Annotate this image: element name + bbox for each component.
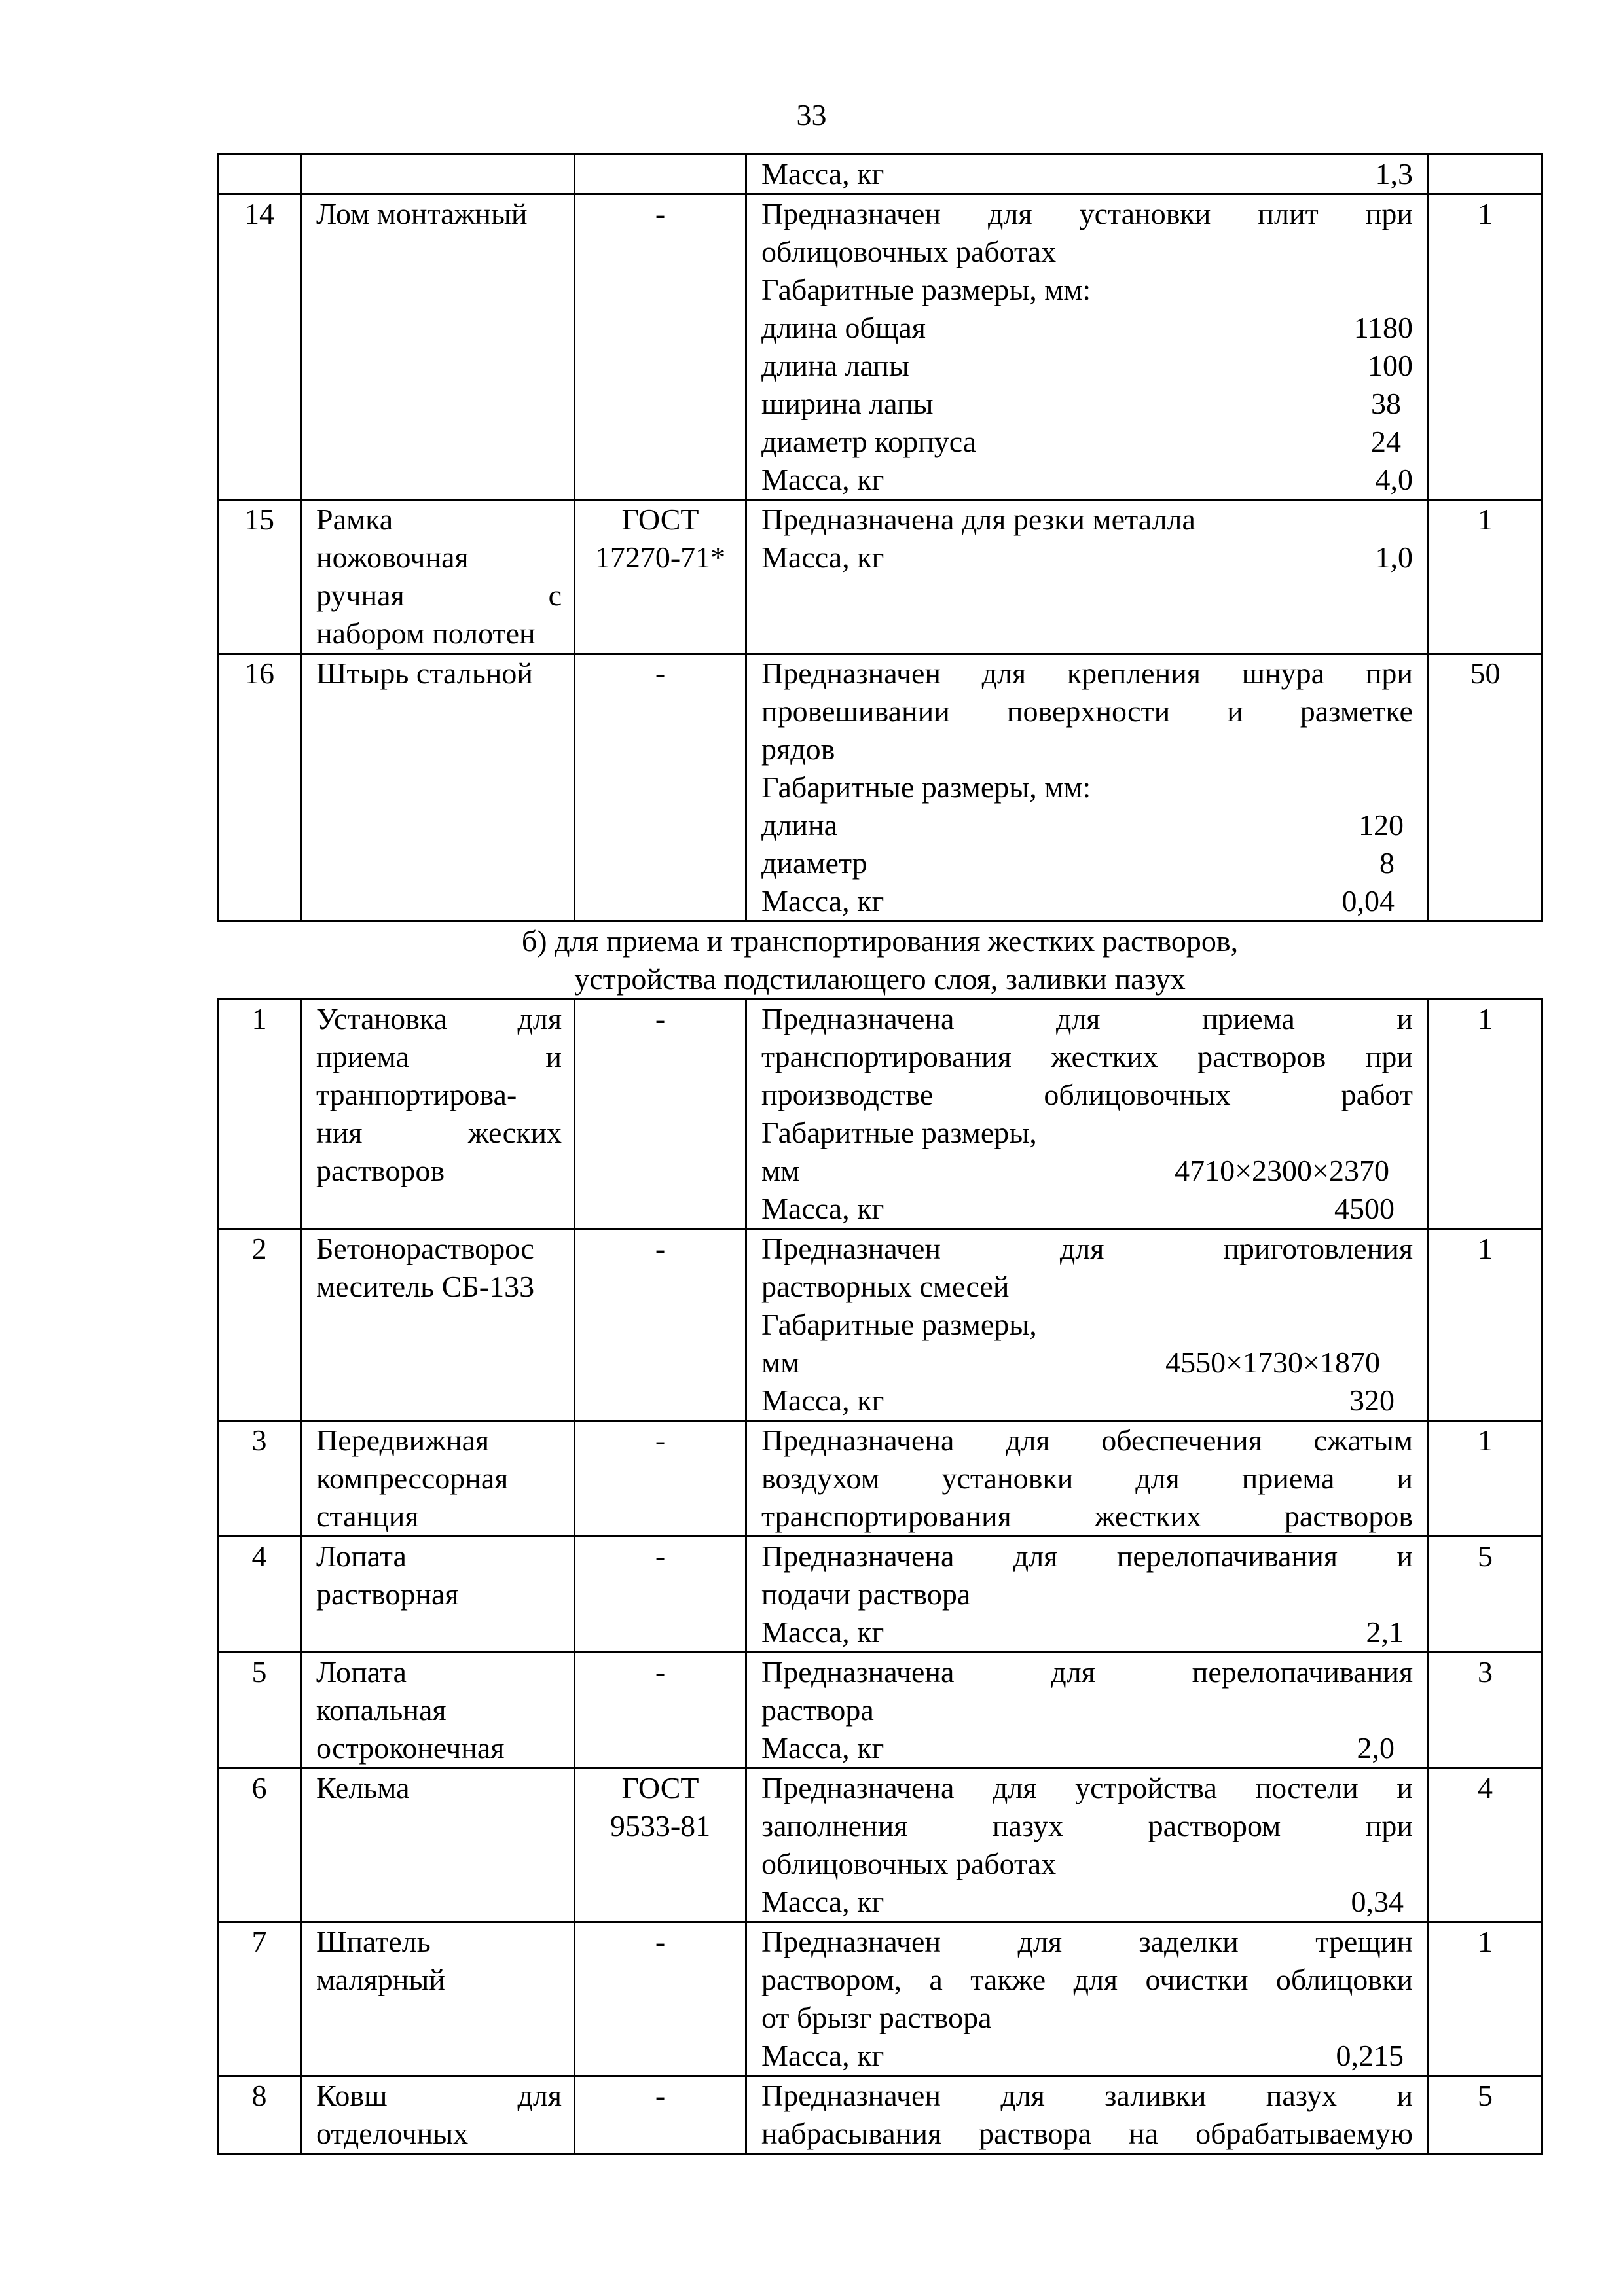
standard-line: - [655,656,666,690]
row-number: 7 [218,1922,301,2076]
description-word: приема [1241,1462,1335,1495]
description-cell [746,999,1429,1229]
spec-row [761,1613,1413,1651]
quantity-cell: 1 [1429,1922,1542,2076]
spec-label: длина [761,808,838,842]
description-word: воздухом [761,1462,880,1495]
standard-cell [575,154,746,194]
item-name-line: ножовочная [316,541,469,574]
description-cell [746,194,1429,500]
standard-line: ГОСТ [621,503,699,536]
quantity-cell: 50 [1429,654,1542,922]
description-word: трещин [1315,1925,1413,1958]
description-line [761,1769,1413,1807]
spec-row [761,806,1413,844]
description-cell [746,500,1429,654]
description-word: для [1017,1925,1062,1958]
item-name-line [316,1038,562,1076]
description-word: обрабатываемую [1195,2117,1413,2150]
table-row [218,1421,1542,1537]
description-word: Предназначен [761,656,941,690]
standard-line: 9533-81 [610,1809,711,1842]
description-line [761,1961,1413,1999]
item-name-line: Передвижная [316,1424,490,1457]
description-word: и [1396,1462,1413,1495]
spec-row [761,1729,1413,1767]
standard-line: - [655,1655,666,1689]
description-line [761,1230,1413,1268]
description-word: очистки [1145,1963,1249,1996]
item-name-word: с [548,579,562,612]
description-word: перелопачивания [1116,1539,1338,1573]
spec-row [761,423,1413,461]
quantity-cell [1429,154,1542,194]
description-cell [746,654,1429,922]
description-line [761,655,1413,692]
description-line [761,692,1413,730]
row-number: 16 [218,654,301,922]
standard-line: - [655,2079,666,2112]
spec-row [761,155,1413,193]
spec-value: 2,0 [1357,1731,1395,1765]
description-cell [746,1768,1429,1922]
description-word: заделки [1139,1925,1239,1958]
description-word: жестких [1051,1040,1158,1073]
spec-row [761,309,1413,347]
spec-label: Масса, кг [761,1885,884,1918]
row-number: 8 [218,2076,301,2154]
description-word: для [1135,1462,1180,1495]
description-line [761,2077,1413,2115]
standard-line: ГОСТ [621,1771,699,1804]
description-word: пазух [992,1809,1064,1842]
description-word: перелопачивания [1192,1655,1413,1689]
description-word: Предназначен [761,2079,941,2112]
standard-line: - [655,197,666,230]
item-name-line: Кельма [316,1771,410,1804]
description-word: разметке [1300,694,1413,728]
description-line [761,1422,1413,1460]
quantity-cell: 1 [1429,999,1542,1229]
description-word: на [1129,2117,1159,2150]
item-name-cell [301,154,575,194]
description-word: обеспечения [1101,1424,1262,1457]
standard-line: - [655,1002,666,1035]
description-line: Предназначена для резки металла [761,503,1195,536]
spec-value: 320 [1349,1384,1395,1417]
item-name-line: компрессорная [316,1462,509,1495]
description-cell [746,154,1429,194]
description-line [761,1537,1413,1575]
description-word: транспортирования [761,1040,1012,1073]
spec-value: 0,215 [1336,2039,1404,2072]
spec-value: 1,3 [1375,157,1413,190]
spec-label: Масса, кг [761,463,884,496]
description-cell [746,1229,1429,1421]
spec-row [761,882,1413,920]
description-word: работ [1341,1078,1413,1111]
spec-label: Масса, кг [761,1615,884,1649]
description-word: раствора [979,2117,1091,2150]
spec-row [761,1190,1413,1228]
description-cell [746,1922,1429,2076]
row-number: 5 [218,1653,301,1768]
description-word: приготовления [1223,1232,1413,1265]
description-word: Предназначен [761,1925,941,1958]
item-name-line: меситель СБ-133 [316,1270,535,1303]
description-line: от брызг раствора [761,2001,992,2034]
spec-value: 24 [1371,425,1401,458]
description-cell [746,1653,1429,1768]
item-name-cell [301,1922,575,2076]
description-line: Габаритные размеры, [761,1308,1037,1341]
item-name-cell [301,1653,575,1768]
description-word: и [1396,2079,1413,2112]
item-name-word: Установка [316,1002,447,1035]
spec-label: мм [761,1154,800,1187]
standard-cell [575,1922,746,2076]
spec-row [761,347,1413,385]
description-cell [746,2076,1429,2154]
item-name-cell [301,999,575,1229]
section-heading [218,922,1542,999]
item-name-cell [301,1229,575,1421]
description-word: Предназначен [761,1232,941,1265]
item-name-word: для [517,2079,562,2112]
standard-cell [575,1229,746,1421]
item-name-cell [301,194,575,500]
item-name-cell [301,1421,575,1537]
row-number: 6 [218,1768,301,1922]
table-row [218,999,1542,1229]
description-word: Предназначена [761,1424,955,1457]
spec-value: 0,34 [1351,1885,1404,1918]
description-word: при [1365,656,1413,690]
standard-cell [575,1768,746,1922]
spec-label: Масса, кг [761,1192,884,1225]
description-line: Габаритные размеры, мм: [761,273,1091,306]
description-word: Предназначена [761,1655,955,1689]
table-row [218,500,1542,654]
description-line: подачи раствора [761,1577,971,1611]
description-word: раствором [1148,1809,1281,1842]
description-word: Предназначена [761,1771,955,1804]
spec-row [761,461,1413,499]
quantity-cell: 1 [1429,1421,1542,1537]
description-word: производстве [761,1078,934,1111]
item-name-line: копальная [316,1693,447,1727]
description-line [761,1076,1413,1114]
item-name-line: растворов [316,1154,445,1187]
description-line [761,1000,1413,1038]
row-number: 15 [218,500,301,654]
spec-label: Масса, кг [761,157,884,190]
description-word: заполнения [761,1809,908,1842]
standard-line: 17270-71* [594,541,726,574]
spec-value: 4550×1730×1870 [1165,1346,1380,1379]
spec-label: диаметр корпуса [761,425,977,458]
description-line: рядов [761,732,835,766]
spec-value: 38 [1371,387,1401,420]
description-word: для [993,1771,1037,1804]
item-name-word: Ковш [316,2079,388,2112]
description-word: для [1059,1232,1104,1265]
item-name-line: Штырь стальной [316,656,533,690]
item-name-line: Лом монтажный [316,197,528,230]
table-row [218,194,1542,500]
description-word: для [1000,2079,1045,2112]
spec-label: диаметр [761,846,867,880]
spec-value: 8 [1379,846,1395,880]
item-name-line: малярный [316,1963,445,1996]
table-row [218,154,1542,194]
description-word: для [1055,1002,1101,1035]
item-name-cell [301,500,575,654]
description-word: и [1396,1539,1413,1573]
spec-value: 4500 [1334,1192,1395,1225]
row-number: 14 [218,194,301,500]
table-row [218,1653,1542,1768]
description-word: и [1396,1002,1413,1035]
table-body-top [218,154,1542,922]
description-word: устройства [1075,1771,1217,1804]
standard-cell [575,1421,746,1537]
item-name-word: приема [316,1040,409,1073]
row-number: 2 [218,1229,301,1421]
item-name-line: станция [316,1499,419,1533]
item-name-line [316,1114,562,1152]
description-line [761,1460,1413,1498]
standard-cell [575,1653,746,1768]
standard-line: - [655,1424,666,1457]
section-heading-line: б) для приема и транспортирования жестких растворов, [521,924,1239,958]
row-number: 3 [218,1421,301,1537]
description-word: установки [1079,197,1211,230]
quantity-cell: 1 [1429,500,1542,654]
table-row [218,1537,1542,1653]
item-name-line: Бетонорастворос [316,1232,534,1265]
standard-line: - [655,1925,666,1958]
item-name-cell [301,654,575,922]
quantity-cell: 5 [1429,2076,1542,2154]
item-name-cell [301,2076,575,2154]
section-heading-row [218,922,1542,999]
section-heading-line: устройства подстилающего слоя, заливки пазух [574,962,1186,996]
description-word: транспортирования [761,1499,1012,1533]
description-word: установки [941,1462,1074,1495]
description-word: облицовки [1275,1963,1413,1996]
description-line: облицовочных работах [761,1847,1057,1880]
description-word: шнура [1241,656,1325,690]
description-word: для [981,656,1027,690]
description-word: Предназначена [761,1002,955,1035]
table-row [218,654,1542,922]
item-name-word: жеских [467,1116,562,1149]
description-word: крепления [1067,656,1201,690]
description-word: раствором, [761,1963,902,1996]
description-line [761,2115,1413,2153]
description-word: жестких [1094,1499,1201,1533]
spec-label: мм [761,1346,800,1379]
spec-value: 120 [1359,808,1404,842]
description-word: Предназначен [761,197,941,230]
description-line [761,1923,1413,1961]
item-name-line: Лопата [316,1655,407,1689]
item-name-cell [301,1537,575,1653]
spec-row [761,1382,1413,1420]
table-row [218,2076,1542,2154]
item-name-line: отделочных [316,2117,469,2150]
spec-row [761,385,1413,423]
spec-label: длина лапы [761,349,909,382]
standard-line: - [655,1539,666,1573]
spec-value: 0,04 [1341,884,1395,918]
description-word: для [988,197,1032,230]
equipment-table [217,153,1543,2155]
description-cell [746,1421,1429,1537]
description-word: облицовочных [1044,1078,1231,1111]
page-number: 33 [796,98,827,132]
item-name-line: Рамка [316,503,393,536]
description-word: для [1051,1655,1095,1689]
description-line: Габаритные размеры, [761,1116,1037,1149]
spec-row [761,1344,1413,1382]
description-word: приема [1201,1002,1295,1035]
description-line: Габаритные размеры, мм: [761,770,1091,804]
row-number: 4 [218,1537,301,1653]
table-body-bottom [218,999,1542,2154]
description-word: и [1396,1771,1413,1804]
item-name-line [316,1000,562,1038]
table-row [218,1229,1542,1421]
standard-cell [575,999,746,1229]
spec-label: ширина лапы [761,387,934,420]
spec-label: Масса, кг [761,541,884,574]
description-line [761,1653,1413,1691]
description-word: и [1227,694,1243,728]
spec-value: 2,1 [1366,1615,1404,1649]
spec-value: 4710×2300×2370 [1175,1154,1389,1187]
description-word: плит [1258,197,1319,230]
standard-cell [575,194,746,500]
description-word: при [1365,197,1413,230]
quantity-cell: 1 [1429,1229,1542,1421]
item-name-word: ручная [316,579,405,612]
spec-value: 1180 [1353,311,1413,344]
description-line [761,1038,1413,1076]
item-name-word: и [545,1040,562,1073]
item-name-line [316,577,562,615]
item-name-cell [301,1768,575,1922]
description-line [761,1498,1413,1535]
description-word: растворов [1197,1040,1326,1073]
description-word: при [1365,1809,1413,1842]
spec-label: Масса, кг [761,1384,884,1417]
spec-value: 100 [1368,349,1413,382]
item-name-word: для [517,1002,562,1035]
standard-line: - [655,1232,666,1265]
table-row [218,1768,1542,1922]
description-word: набрасывания [761,2117,942,2150]
row-number [218,154,301,194]
quantity-cell: 3 [1429,1653,1542,1768]
item-name-word: ния [316,1116,363,1149]
description-word: провешивании [761,694,950,728]
quantity-cell: 5 [1429,1537,1542,1653]
item-name-line: набором полотен [316,617,536,650]
spec-label: длина общая [761,311,926,344]
table-row [218,1922,1542,2076]
description-word: растворов [1284,1499,1413,1533]
item-name-line: остроконечная [316,1731,505,1765]
standard-cell [575,1537,746,1653]
spec-label: Масса, кг [761,2039,884,2072]
spec-row [761,1152,1413,1190]
description-cell [746,1537,1429,1653]
description-word: для [1073,1963,1118,1996]
item-name-line [316,2077,562,2115]
item-name-line: растворная [316,1577,459,1611]
description-line: растворных смесей [761,1270,1010,1303]
description-word: для [1006,1424,1050,1457]
row-number: 1 [218,999,301,1229]
quantity-cell: 1 [1429,194,1542,500]
description-word: а [929,1963,943,1996]
description-word: поверхности [1006,694,1171,728]
table-section-b [218,922,1542,999]
description-line: облицовочных работах [761,235,1057,268]
description-word: сжатым [1313,1424,1413,1457]
spec-label: Масса, кг [761,1731,884,1765]
item-name-line: Шпатель [316,1925,431,1958]
description-word: при [1365,1040,1413,1073]
description-line [761,1807,1413,1845]
description-word: также [970,1963,1046,1996]
spec-label: Масса, кг [761,884,884,918]
description-word: пазух [1266,2079,1338,2112]
quantity-cell: 4 [1429,1768,1542,1922]
description-line [761,195,1413,233]
standard-cell [575,500,746,654]
description-word: постели [1255,1771,1359,1804]
description-line: раствора [761,1693,874,1727]
spec-value: 4,0 [1375,463,1413,496]
standard-cell [575,2076,746,2154]
spec-row [761,1883,1413,1921]
spec-row [761,539,1413,577]
description-word: заливки [1104,2079,1207,2112]
spec-row [761,844,1413,882]
spec-row [761,2037,1413,2075]
description-word: для [1013,1539,1058,1573]
spec-value: 1,0 [1375,541,1413,574]
standard-cell [575,654,746,922]
item-name-line: Лопата [316,1539,407,1573]
item-name-line: транпортирова- [316,1078,517,1111]
description-word: Предназначена [761,1539,955,1573]
